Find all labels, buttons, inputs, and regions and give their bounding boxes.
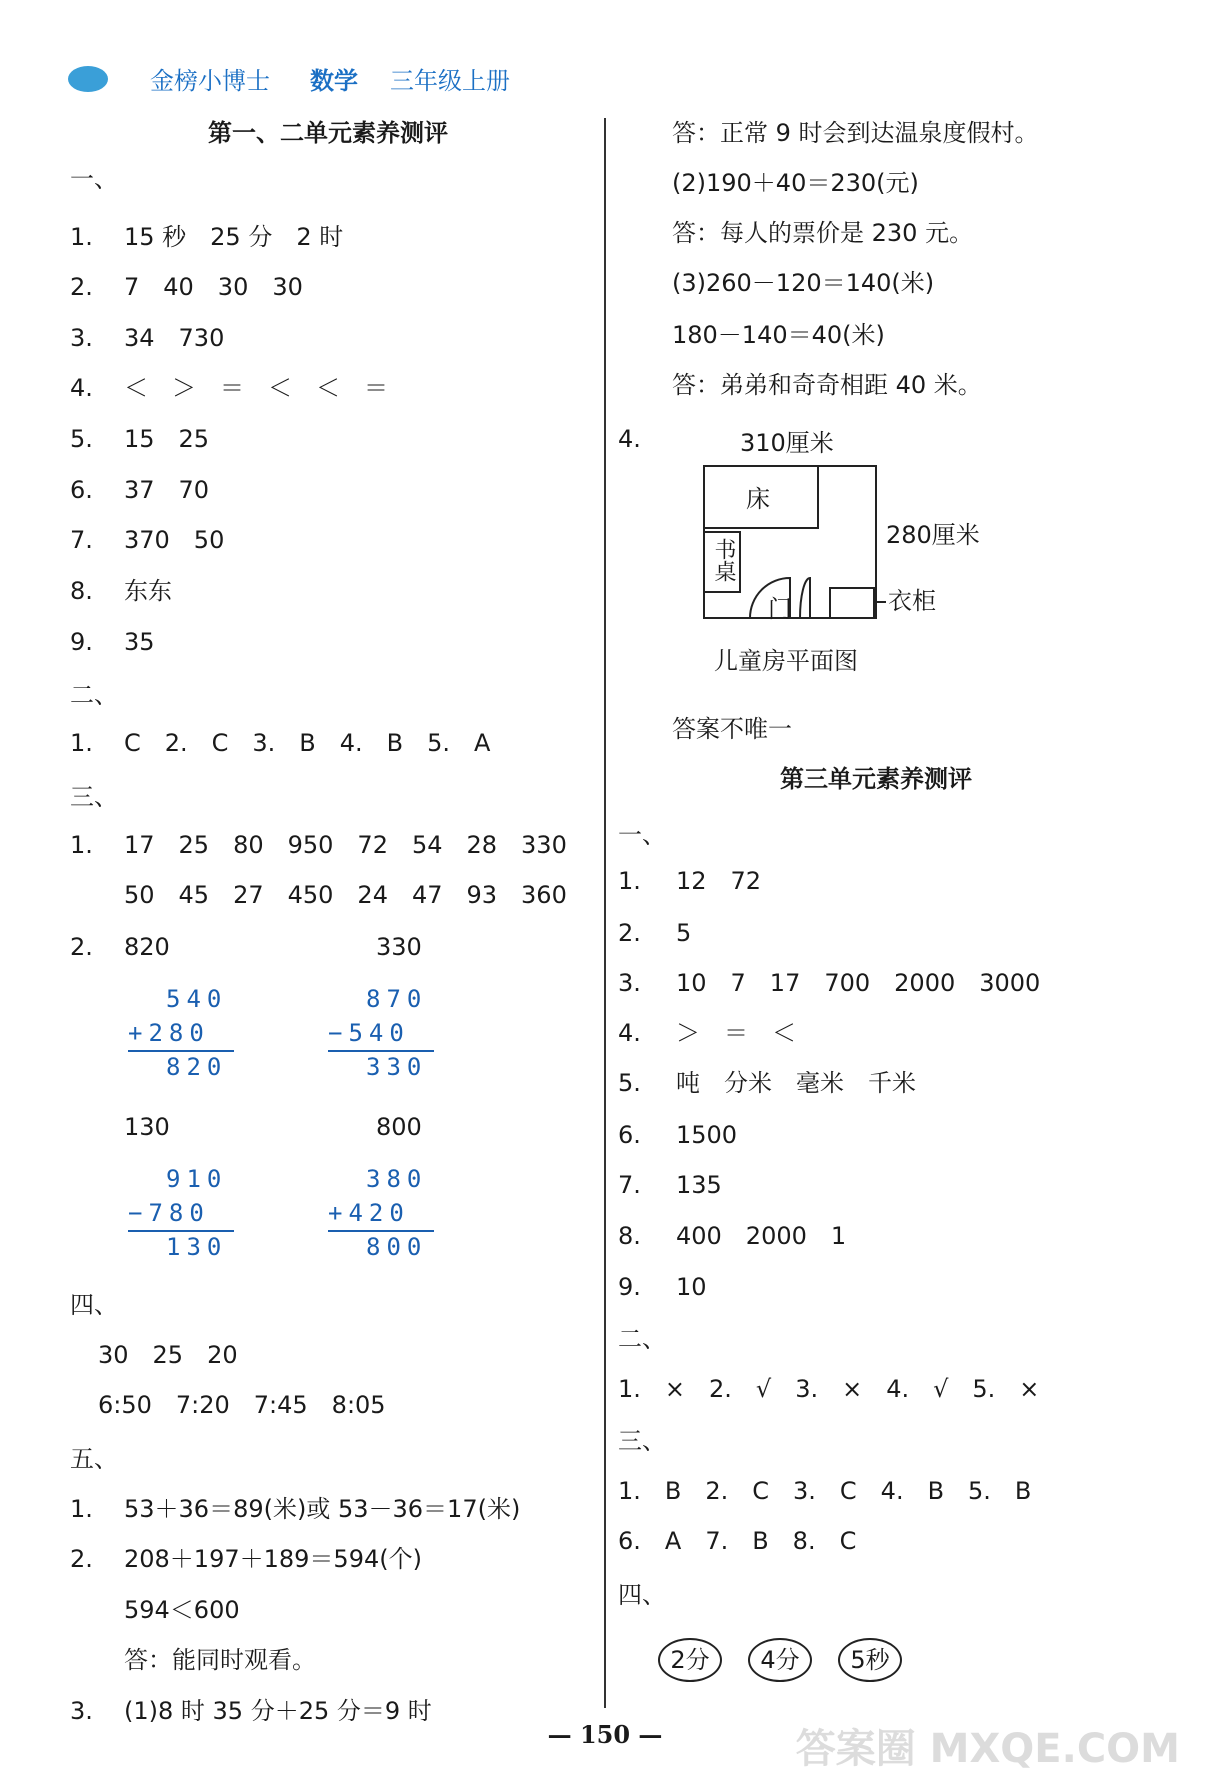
list-item-number: 7. xyxy=(70,526,93,554)
left-part-1: 一、 xyxy=(70,165,118,193)
calc-a-result: 820 xyxy=(124,933,170,961)
left-part-3-row-2: 50 45 27 450 24 47 93 360 xyxy=(124,881,567,909)
left-part-2-number: 1. xyxy=(70,729,93,757)
calc-b-result: 330 xyxy=(376,933,422,961)
list-item-number: 2. xyxy=(618,919,641,947)
right-question-4-number: 4. xyxy=(618,425,641,453)
circled-answer-3: 5秒 xyxy=(838,1638,902,1682)
header-subject: 数学 xyxy=(310,67,358,95)
left-part-3-row-1: 17 25 80 950 72 54 28 330 xyxy=(124,831,567,859)
calc-d-top: 380 xyxy=(366,1165,428,1193)
left-part-5-number-2: 2. xyxy=(70,1545,93,1573)
list-item-number: 8. xyxy=(618,1222,641,1250)
list-item-number: 6. xyxy=(70,476,93,504)
list-item-value: 10 7 17 700 2000 3000 xyxy=(676,969,1041,997)
floor-plan-desk-label: 书桌 xyxy=(711,538,736,582)
list-item-number: 2. xyxy=(70,273,93,301)
list-item-value: 东东 xyxy=(124,577,172,605)
list-item-value: 7 40 30 30 xyxy=(124,273,303,301)
floor-plan-wardrobe-label: 衣柜 xyxy=(888,587,936,615)
left-part-2: 二、 xyxy=(70,681,118,709)
page-number: — 150 — xyxy=(547,1720,663,1749)
calc-d-bottom: 800 xyxy=(366,1233,428,1261)
list-item-value: 35 xyxy=(124,628,155,656)
left-part-3-number-2: 2. xyxy=(70,933,93,961)
list-item-number: 3. xyxy=(618,969,641,997)
list-item-number: 3. xyxy=(70,324,93,352)
left-part-2-answers: C 2. C 3. B 4. B 5. A xyxy=(124,729,491,757)
left-part-5-answer-1: 53＋36＝89(米)或 53－36＝17(米) xyxy=(124,1495,521,1523)
calc-d-middle: +420 xyxy=(328,1199,410,1227)
calc-c-middle: −780 xyxy=(128,1199,210,1227)
list-item-value: ＞ ＝ ＜ xyxy=(676,1019,796,1047)
calc-b-bottom: 330 xyxy=(366,1053,428,1081)
left-part-4-row-2: 6:50 7:20 7:45 8:05 xyxy=(98,1391,386,1419)
floor-plan-bed-label: 床 xyxy=(746,485,770,513)
right-part-3-answers-1: 1. B 2. C 3. C 4. B 5. B xyxy=(618,1477,1032,1505)
list-item-value: 370 50 xyxy=(124,526,225,554)
left-part-5: 五、 xyxy=(70,1445,118,1473)
left-part-4-row-1: 30 25 20 xyxy=(98,1341,238,1369)
list-item-value: 135 xyxy=(676,1171,722,1199)
left-part-3-number-1: 1. xyxy=(70,831,93,859)
calc-a-top: 540 xyxy=(166,985,228,1013)
calc-a-middle: +280 xyxy=(128,1019,210,1047)
floor-plan-door-label: 门 xyxy=(768,595,792,623)
list-item-number: 5. xyxy=(70,425,93,453)
list-item-value: 15 25 xyxy=(124,425,210,453)
right-part-1: 一、 xyxy=(618,821,666,849)
list-item-value: 400 2000 1 xyxy=(676,1222,847,1250)
list-item-number: 5. xyxy=(618,1069,641,1097)
watermark: 答案圈 MXQE.COM xyxy=(795,1726,1180,1772)
header-logo-icon xyxy=(68,66,108,92)
header-grade: 三年级上册 xyxy=(390,67,510,95)
list-item-number: 9. xyxy=(70,628,93,656)
calc-c-result: 130 xyxy=(124,1113,170,1141)
left-part-5-answer-2b: 594＜600 xyxy=(124,1596,240,1624)
left-part-5-number-3: 3. xyxy=(70,1697,93,1725)
list-item-number: 1. xyxy=(618,867,641,895)
floor-plan-side-dimension: 280厘米 xyxy=(886,521,980,549)
floor-plan-caption: 儿童房平面图 xyxy=(714,647,858,675)
list-item-value: 1500 xyxy=(676,1121,738,1149)
floor-plan-top-dimension: 310厘米 xyxy=(740,429,834,457)
list-item-number: 9. xyxy=(618,1273,641,1301)
right-part-3-answers-2: 6. A 7. B 8. C xyxy=(618,1527,857,1555)
list-item-number: 8. xyxy=(70,577,93,605)
left-part-5-answer-2a: 208＋197＋189＝594(个) xyxy=(124,1545,422,1573)
right-note: 答案不唯一 xyxy=(672,715,792,743)
list-item-value: 15 秒 25 分 2 时 xyxy=(124,223,344,251)
right-part-2-answers: 1. × 2. √ 3. × 4. √ 5. × xyxy=(618,1375,1040,1403)
right-answer-line-4: (3)260－120＝140(米) xyxy=(672,269,935,297)
right-answer-line-1: 答：正常 9 时会到达温泉度假村。 xyxy=(672,119,1039,147)
list-item-number: 1. xyxy=(70,223,93,251)
right-answer-line-6: 答：弟弟和奇奇相距 40 米。 xyxy=(672,371,982,399)
right-answer-line-3: 答：每人的票价是 230 元。 xyxy=(672,219,974,247)
calc-a-bottom: 820 xyxy=(166,1053,228,1081)
left-part-5-answer-2c: 答：能同时观看。 xyxy=(124,1646,316,1674)
left-part-5-number-1: 1. xyxy=(70,1495,93,1523)
floor-plan xyxy=(700,428,1030,678)
left-part-5-answer-3a: (1)8 时 35 分＋25 分＝9 时 xyxy=(124,1697,432,1725)
list-item-value: 37 70 xyxy=(124,476,210,504)
right-answer-line-2: (2)190＋40＝230(元) xyxy=(672,169,919,197)
list-item-value: 12 72 xyxy=(676,867,762,895)
column-divider xyxy=(604,118,606,1708)
right-answer-line-5: 180－140＝40(米) xyxy=(672,321,885,349)
list-item-value: 吨 分米 毫米 千米 xyxy=(676,1069,916,1097)
calc-c-bottom: 130 xyxy=(166,1233,228,1261)
left-part-4: 四、 xyxy=(70,1291,118,1319)
calc-b-middle: −540 xyxy=(328,1019,410,1047)
calc-d-result: 800 xyxy=(376,1113,422,1141)
list-item-value: 5 xyxy=(676,919,692,947)
circled-answer-2: 4分 xyxy=(748,1638,812,1682)
right-section-title: 第三单元素养测评 xyxy=(780,765,972,793)
right-part-3: 三、 xyxy=(618,1427,666,1455)
list-item-number: 4. xyxy=(70,374,93,402)
list-item-number: 7. xyxy=(618,1171,641,1199)
list-item-value: 10 xyxy=(676,1273,707,1301)
list-item-value: 34 730 xyxy=(124,324,225,352)
right-part-2: 二、 xyxy=(618,1325,666,1353)
right-part-4: 四、 xyxy=(618,1581,666,1609)
left-section-title: 第一、二单元素养测评 xyxy=(208,119,448,147)
header-brand: 金榜小博士 xyxy=(150,67,270,95)
circled-answer-1: 2分 xyxy=(658,1638,722,1682)
list-item-number: 4. xyxy=(618,1019,641,1047)
list-item-number: 6. xyxy=(618,1121,641,1149)
calc-c-top: 910 xyxy=(166,1165,228,1193)
left-part-3: 三、 xyxy=(70,783,118,811)
calc-b-top: 870 xyxy=(366,985,428,1013)
list-item-value: ＜ ＞ ＝ ＜ ＜ ＝ xyxy=(124,374,388,402)
